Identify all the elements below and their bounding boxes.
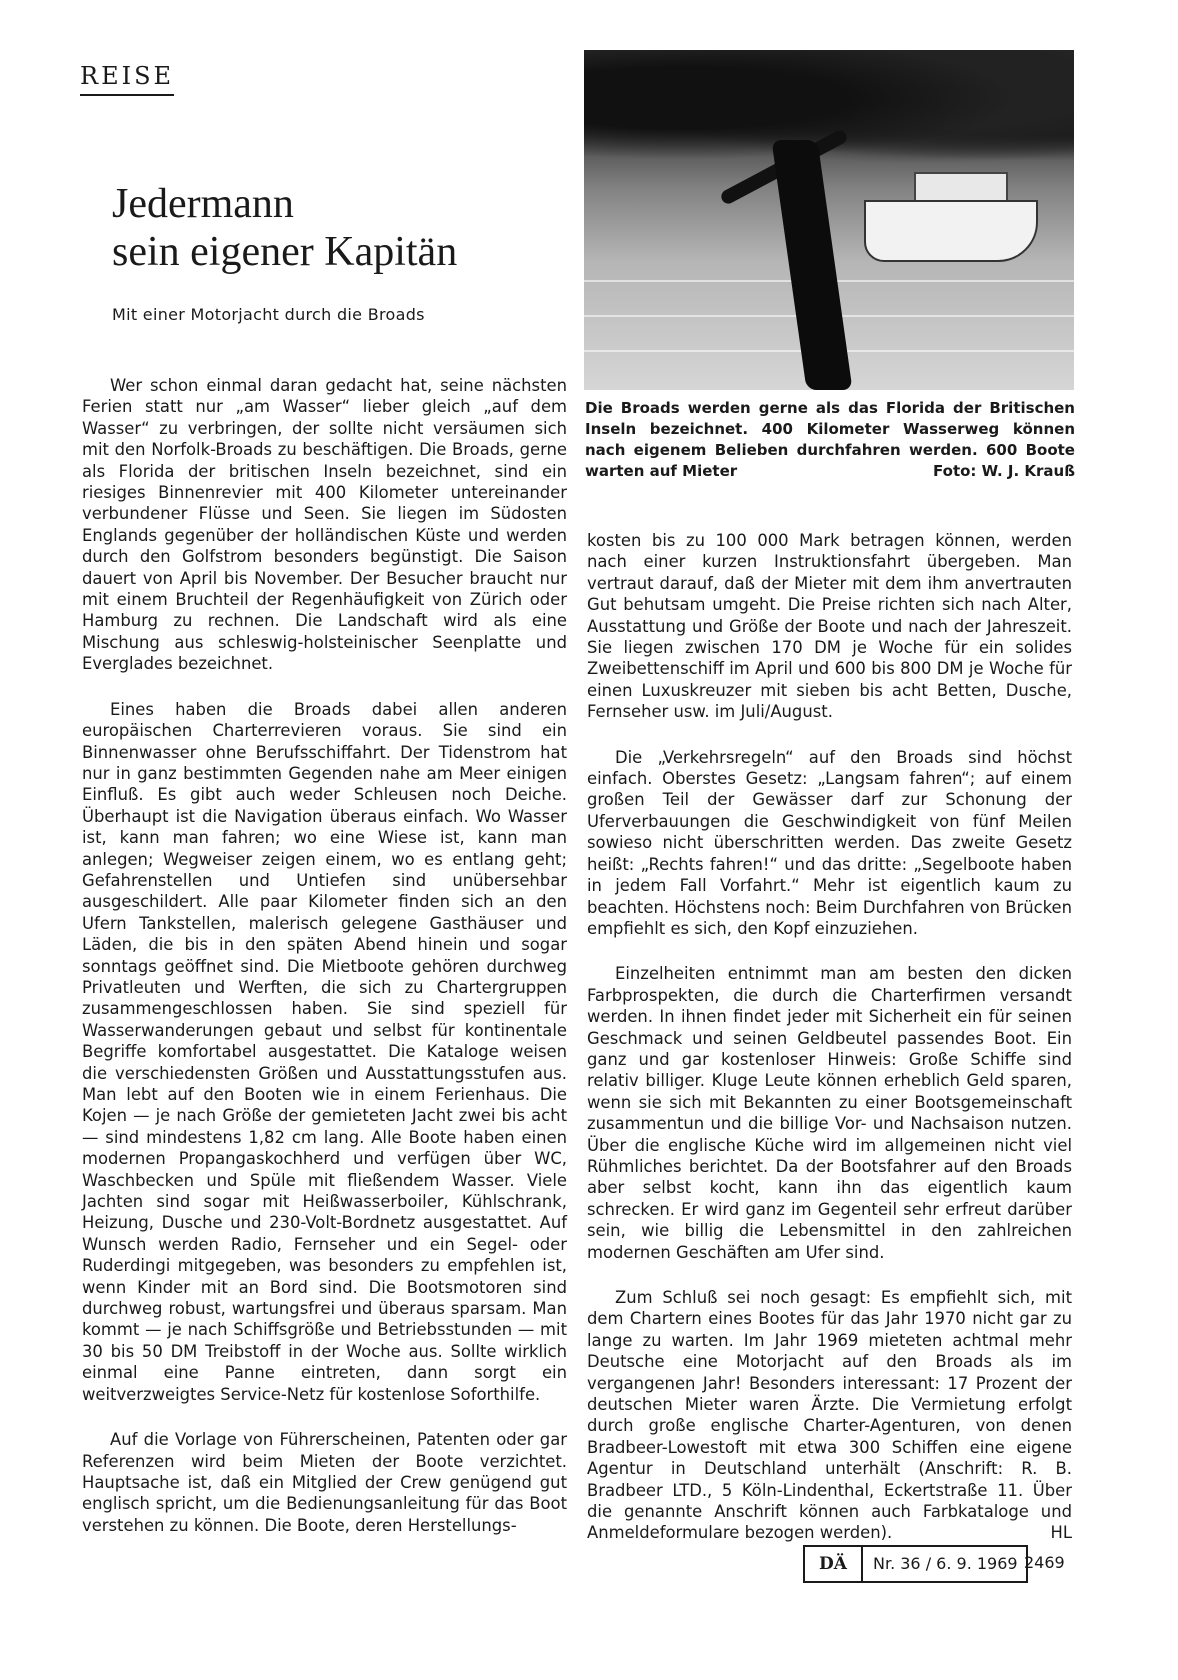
article-title: [112, 180, 542, 276]
title-line-1: Jedermann: [112, 181, 294, 227]
title-line-2: sein eigener Kapitän: [112, 229, 458, 275]
photo-motor-yacht: [864, 200, 1038, 262]
paragraph: Auf die Vorlage von Führerscheinen, Patenten oder gar Referenzen wird beim Mieten der Boote verzichtet. Hauptsache ist, daß ein Mitglied der Crew genügend gut englisch spricht, um die Bedienungsanleitung für das Boot verstehen zu können. Die Boote, deren Herstellungs-: [82, 1430, 567, 1535]
paragraph: Einzelheiten entnimmt man am besten den dicken Farbprospekten, die durch die Charterfirmen versandt werden. In ihnen findet jeder mit Sicherheit ein für seinen Geschmack und seinen Geldbeutel passendes Boot. Ein ganz und gar kostenloser Hinweis: Große Schiffe sind relativ billiger. Kluge Leute können erheblich Geld sparen, wenn sie sich mit Bekannten zu einer Bootsgemeinschaft zusammentun und die billige Vor- und Nachsaison nutzen. Über die englische Küche wird im allgemeinen nicht viel Rühmliches berichtet. Da der Bootsfahrer auf den Broads aber selbst kocht, kann ihn das eigentlich kaum schrecken. Er wird ganz im Gegenteil sehr erfreut darüber sein, wie billig die Lebensmittel in den zahlreichen modernen Geschäften am Ufer sind.: [587, 964, 1072, 1262]
paragraph: Wer schon einmal daran gedacht hat, seine nächsten Ferien statt nur „am Wasser“ lieber gleich „auf dem Wasser“ zu verbringen, der sollte nicht versäumen sich mit den Norfolk-Broads zu beschäftigen. Die Broads, gerne als Florida der britischen Inseln bezeichnet, sind ein riesiges Binnenrevier mit 400 Kilometer untereinander verbundener Flüsse und Seen. Sie liegen im Südosten Englands gegenüber der holländischen Küste und werden durch den Golfstrom besonders begünstigt. Die Saison dauert von April bis November. Der Besucher braucht nur mit einem Bruchteil der Regenhäufigkeit von Zürich oder Hamburg zu rechnen. Die Landschaft wird als eine Mischung aus schleswig-holsteinischer Seenplatte und Everglades bezeichnet.: [82, 376, 567, 674]
journal-footer: [803, 1545, 1028, 1583]
author-initials: HL: [1050, 1523, 1072, 1543]
paragraph: Die „Verkehrsregeln“ auf den Broads sind höchst einfach. Oberstes Gesetz: „Langsam fahren“; auf einem großen Teil der Gewässer darf zur Schonung der Uferverbauungen die Geschwindigkeit von fünf Meilen sowieso nicht überschritten werden. Das zweite Gesetz heißt: „Rechts fahren!“ und das dritte: „Segelboote haben in jedem Fall Vorfahrt.“ Mehr ist eigentlich kaum zu beachten. Höchstens noch: Beim Durchfahren von Brücken empfiehlt es sich, den Kopf einzuziehen.: [587, 747, 1072, 938]
paragraph: Eines haben die Broads dabei allen anderen europäischen Charterrevieren voraus. Sie sind ein Binnenwasser ohne Berufsschiffahrt. Der Tidenstrom hat nur in ganz bestimmten Gegenden nahe am Meer einigen Einfluß. Es gibt auch weder Schleusen noch Deiche. Überhaupt ist die Navigation überaus einfach. Wo Wasser ist, kann man fahren; wo eine Wiese ist, kann man anlegen; Wegweiser zeigen einem, wo es entlang geht; Gefahrenstellen und Untiefen sind unübersehbar ausgeschildert. Alle paar Kilometer finden sich an den Ufern Tankstellen, malerisch gelegene Gasthäuser und Läden, die bis in den späten Abend hinein und sogar sonntags geöffnet sind. Die Mietboote gehören durchweg Privatleuten und Werften, die sich zu Chartergruppen zusammengeschlossen haben. Sie sind speziell für Wasserwanderungen gebaut und selbst für kontinentale Begriffe komfortabel ausgestattet. Die Kataloge weisen die verschiedensten Größen und Ausstattungsstufen aus. Man lebt auf den Booten wie in einem Ferienhaus. Die Kojen — je nach Größe der gemieteten Jacht zwei bis acht — sind mindestens 1,82 cm lang. Alle Boote haben einen modernen Propangaskochherd und verfügen über WC, Waschbecken und Spüle mit fließendem Wasser. Viele Jachten sind sogar mit Heißwasserboiler, Kühlschrank, Heizung, Dusche und 230-Volt-Bordnetz ausgestattet. Auf Wunsch werden Radio, Fernseher und ein Segel- oder Ruderdingi mitgegeben, was besonders zu empfehlen ist, wenn Kinder mit an Bord sind. Die Bootsmotoren sind durchweg robust, wartungsfrei und überaus sparsam. Man kommt — je nach Schiffsgröße und Betriebsstunden — mit 30 bis 50 DM Treibstoff in der Woche aus. Sollte wirklich einmal eine Panne eintreten, dann sorgt ein weitverzweigtes Service-Netz für kostenlose Soforthilfe.: [82, 699, 567, 1404]
photo-tree-trunk: [771, 140, 852, 390]
paragraph-final: [587, 1287, 1072, 1544]
paragraph: kosten bis zu 100 000 Mark betragen können, werden nach einer kurzen Instruktionsfahrt übergeben. Man vertraut darauf, daß der Mieter mit dem ihm anvertrauten Gut behutsam umgeht. Die Preise richten sich nach Alter, Ausstattung und Größe der Boote und nach der Jahreszeit. Sie liegen zwischen 170 DM je Woche für ein solides Zweibettenschiff im April und 600 bis 800 DM je Woche für einen Luxuskreuzer mit sieben bis acht Betten, Dusche, Fernseher usw. im Juli/August.: [587, 531, 1072, 722]
page-number: 2469: [1024, 1553, 1065, 1572]
journal-logo: DÄ: [805, 1547, 863, 1581]
right-column: [587, 530, 1072, 1568]
boat-photo: [584, 50, 1074, 390]
caption-text: Die Broads werden gerne als das Florida der Britischen Inseln bezeichnet. 400 Kilometer Wasserweg können nach eigenem Belieben durchfahren werden. 600 Boote warten auf Mieter: [585, 399, 1075, 480]
paragraph-text: Zum Schluß sei noch gesagt: Es empfiehlt sich, mit dem Chartern eines Bootes für das Jahr 1970 nicht gar zu lange zu warten. Im Jahr 1969 mieteten achtmal mehr Deutsche eine Motorjacht auf den Broads als im vergangenen Jahr! Besonders interessant: 17 Prozent der deutschen Mieter waren Ärzte. Die Vermietung erfolgt durch große englische Charter-Agenturen, von denen Bradbeer-Lowestoft mit etwa 300 Schiffen eine eigene Agentur in Deutschland unterhält (Anschrift: R. B. Bradbeer LTD., 5 Köln-Lindenthal, Eckertstraße 11. Über die genannte Anschrift können auch Farbkataloge und Anmeldeformulare bezogen werden).: [587, 1288, 1072, 1543]
photo-caption: [585, 398, 1075, 482]
left-column: [82, 375, 567, 1560]
photo-credit: Foto: W. J. Krauß: [933, 462, 1075, 480]
issue-info: Nr. 36 / 6. 9. 1969: [873, 1554, 1018, 1573]
photo-trees: [584, 50, 1074, 170]
article-subtitle: Mit einer Motorjacht durch die Broads: [112, 305, 425, 324]
section-label: REISE: [80, 62, 174, 96]
